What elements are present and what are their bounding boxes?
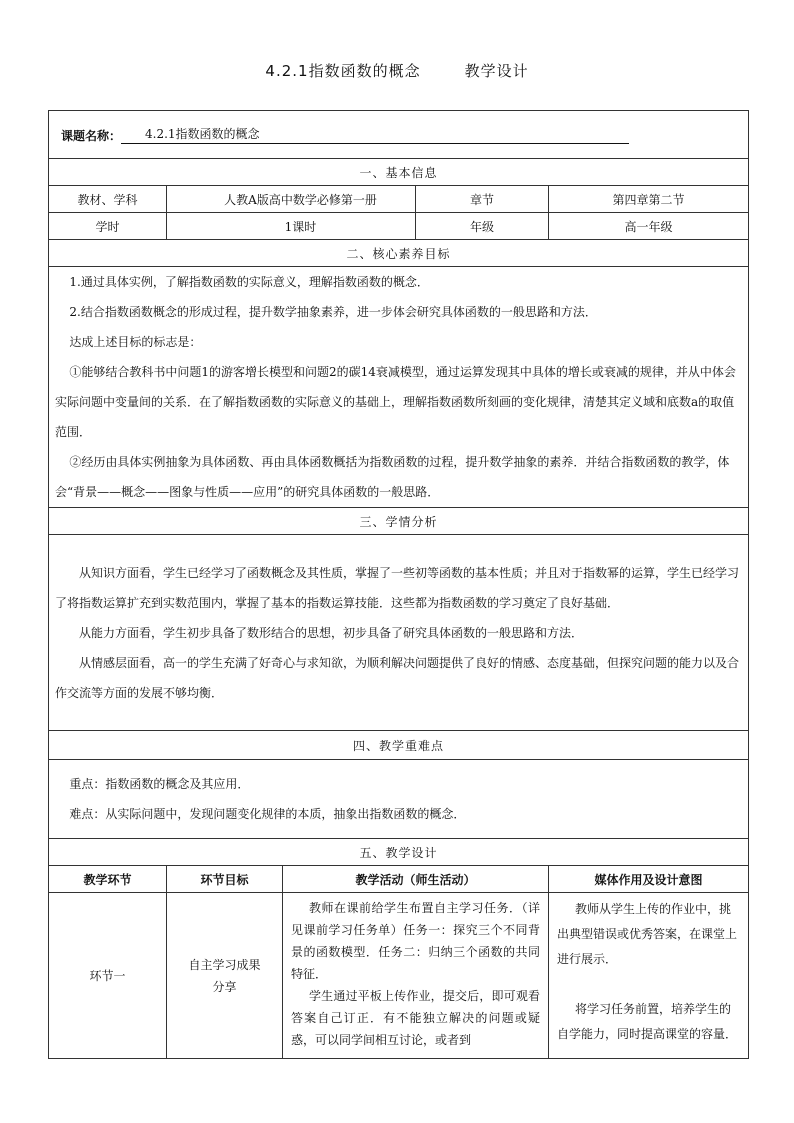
- analysis-paragraph: 从知识方面看，学生已经学习了函数概念及其性质，掌握了一些初等函数的基本性质；并且对于指数幂的运算，学生已经学习了将指数运算扩充到实数范围内，掌握了基本的指数运算技能．这些都为指数函数的学习奠定了良好基础．: [55, 565, 740, 610]
- learner-analysis-content: [49, 535, 749, 731]
- cell-hours-value: 1课时 年级: [167, 213, 549, 240]
- goals-paragraph: 2.结合指数函数概念的形成过程，提升数学抽象素养，进一步体会研究具体函数的一般思路和方法．: [69, 305, 597, 319]
- section-heading-basic-info: 一、基本信息: [49, 159, 749, 186]
- difficult-point-text: 从实际问题中，发现问题变化规律的本质，抽象出指数函数的概念．: [105, 807, 466, 821]
- goal-cell: 自主学习成果分享: [167, 893, 283, 1059]
- design-header-row: [49, 866, 749, 893]
- course-name: 4.2.1指数函数的概念: [121, 126, 629, 144]
- header-stage: 教学环节: [49, 866, 167, 893]
- goals-content: [49, 267, 749, 508]
- media-paragraph: 将学习任务前置，培养学生的自学能力，同时提高课堂的容量．: [557, 1002, 738, 1041]
- key-points-content: [49, 760, 749, 839]
- key-point-text: 指数函数的概念及其应用．: [105, 777, 250, 791]
- goals-paragraph: ①能够结合教科书中问题1的游客增长模型和问题2的碳14衰减模型，通过运算发现其中具体的增长或衰减的规律，并从中体会实际问题中变量间的关系．在了解指数函数的实际意义的基础上，理解指数函数所刻画的变化规律，清楚其定义域和底数a的取值范围．: [55, 365, 736, 439]
- cell-textbook-value: 人教A版高中数学必修第一册 章节: [167, 186, 549, 213]
- section-heading-goals: 二、核心素养目标: [49, 240, 749, 267]
- info-row: [49, 186, 749, 213]
- title-sub: 教学设计: [464, 62, 529, 80]
- section-heading-learner-analysis: 三、学情分析: [49, 508, 749, 535]
- document-title: [0, 60, 794, 81]
- section-heading-key-points: 四、教学重难点: [49, 731, 749, 760]
- cell-grade-value: 高一年级: [549, 213, 749, 240]
- activity-paragraph: 学生通过平板上传作业，提交后，即可观看答案自己订正．有不能独立解决的问题或疑惑，可以同学间相互讨论，或者到: [291, 989, 540, 1047]
- cell-textbook-label: 教材、学科: [49, 186, 167, 213]
- key-point-label: 重点：: [69, 777, 106, 791]
- cell-hours-label: 学时: [49, 213, 167, 240]
- goals-paragraph: 达成上述目标的标志是：: [69, 335, 202, 349]
- header-goal: 环节目标: [167, 866, 283, 893]
- title-main: 4.2.1指数函数的概念: [265, 62, 421, 80]
- lesson-plan-table: [48, 110, 749, 1059]
- analysis-paragraph: 从情感层面看，高一的学生充满了好奇心与求知欲，为顺利解决问题提供了良好的情感、态度基础，但探究问题的能力以及合作交流等方面的发展不够均衡．: [55, 655, 740, 700]
- cell-grade-label: 年级: [415, 213, 548, 239]
- section-heading-design: 五、教学设计: [49, 839, 749, 866]
- difficult-point: [55, 799, 742, 829]
- cell-chapter-label: 章节: [415, 186, 548, 212]
- stage-cell: 环节一: [49, 893, 167, 1059]
- header-media: 媒体作用及设计意图: [549, 866, 749, 893]
- goals-paragraph: 1.通过具体实例，了解指数函数的实际意义，理解指数函数的概念．: [69, 275, 429, 289]
- header-activity: 教学活动（师生活动）: [283, 866, 549, 893]
- goals-paragraph: ②经历由具体实例抽象为具体函数、再由具体函数概括为指数函数的过程，提升数学抽象的素养．并结合指数函数的教学，体会“背景——概念——图象与性质——应用”的研究具体函数的一般思路．: [55, 455, 730, 499]
- cell-chapter-value: 第四章第二节: [549, 186, 749, 213]
- activity-paragraph: 教师在课前给学生布置自主学习任务．（详见课前学习任务单）任务一：探究三个不同背景的函数模型．任务二：归纳三个函数的共同特征．: [291, 901, 540, 981]
- key-point: [55, 769, 742, 799]
- info-row: [49, 213, 749, 240]
- activity-cell: [283, 893, 549, 1059]
- media-paragraph: 教师从学生上传的作业中，挑出典型错误或优秀答案，在课堂上进行展示．: [557, 902, 738, 966]
- difficult-point-label: 难点：: [69, 807, 106, 821]
- course-label: 课题名称：: [61, 128, 122, 143]
- design-row: [49, 893, 749, 1059]
- analysis-paragraph: 从能力方面看，学生初步具备了数形结合的思想，初步具备了研究具体函数的一般思路和方法．: [79, 625, 584, 640]
- media-cell: [549, 893, 749, 1059]
- course-row: [49, 111, 749, 159]
